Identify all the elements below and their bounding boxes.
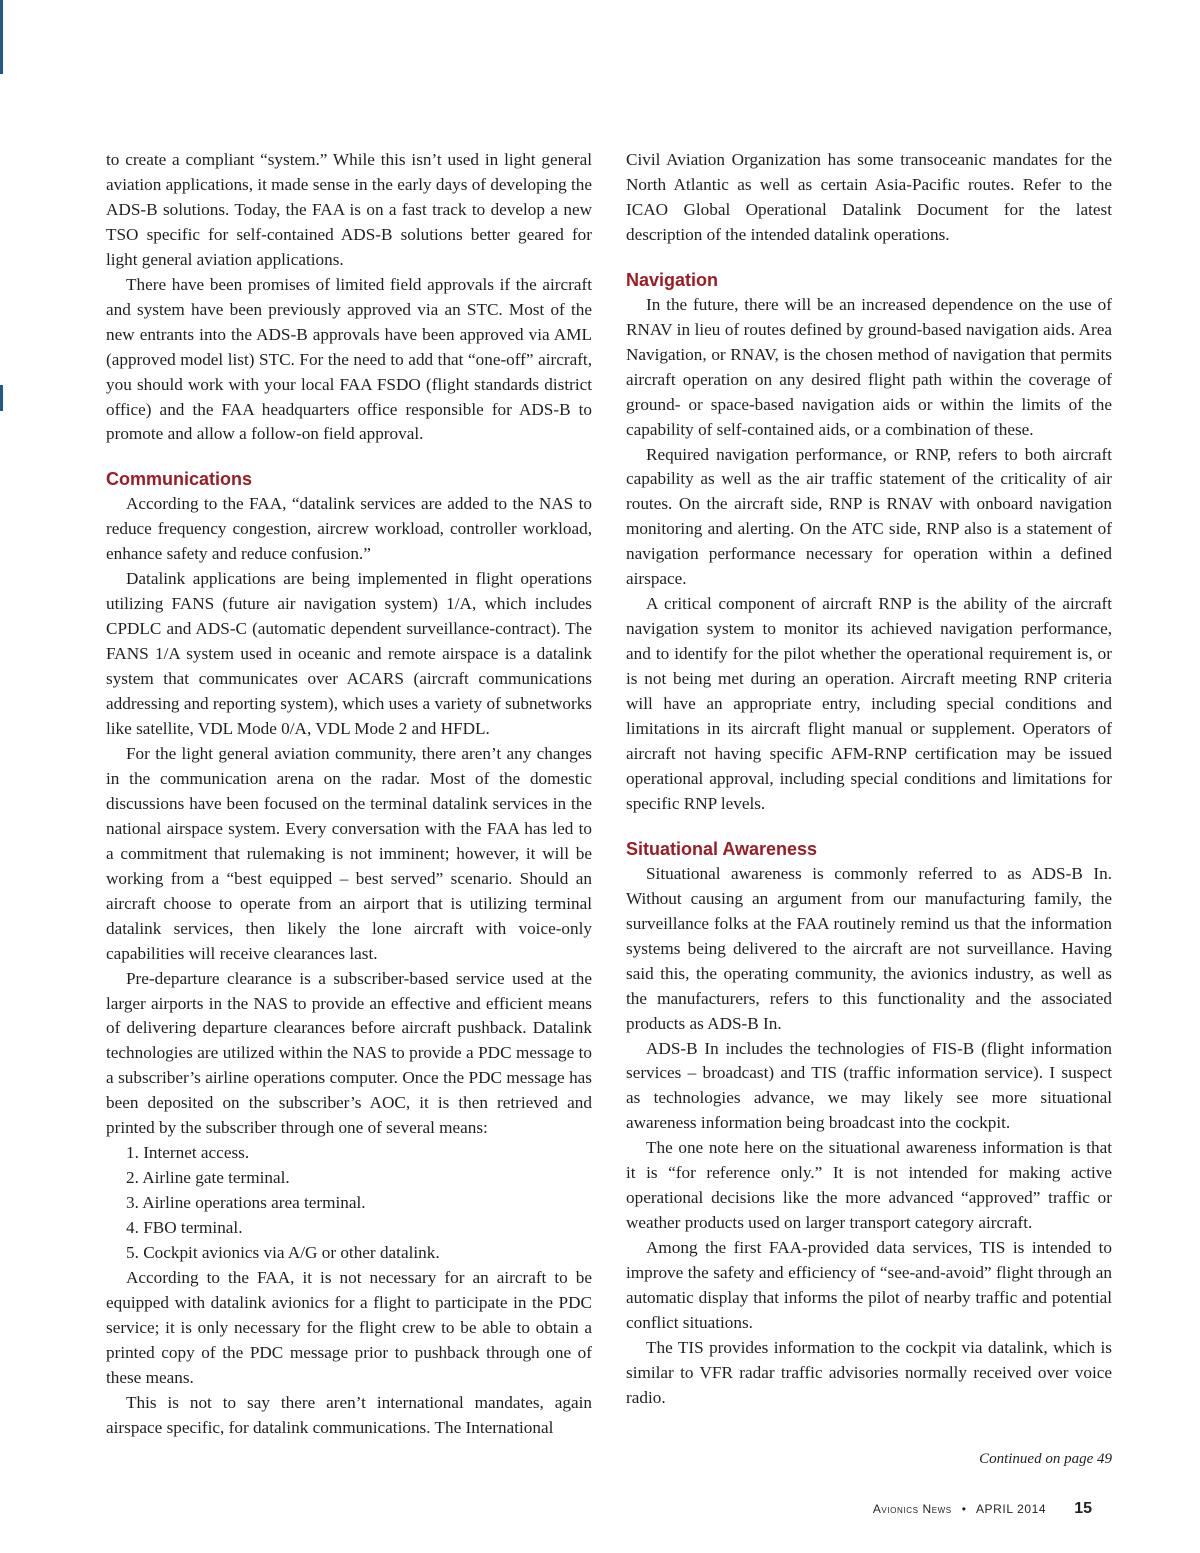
page-number: 15	[1074, 1500, 1092, 1517]
section-heading-navigation: Navigation	[626, 269, 719, 290]
list-item: 5. Cockpit avionics via A/G or other datalink.	[126, 1243, 440, 1263]
page-footer	[873, 1500, 1092, 1518]
middle-edge-mark	[0, 385, 3, 411]
left-column	[106, 148, 592, 1441]
publication-name: Avionics News	[872, 1502, 952, 1516]
paragraph: Civil Aviation Organization has some transoceanic mandates for the North Atlantic as well as certain Asia-Pacific routes. Refer to the ICAO Global Operational Datalink Document for the latest description of the intended datalink operations.	[626, 150, 1112, 244]
paragraph: to create a compliant “system.” While this isn’t used in light general aviation applications, it made sense in the early days of developing the ADS-B solutions. Today, the FAA is on a fast track to develop a new TSO specific for self-contained ADS-B solutions better geared for light general aviation applications.	[106, 150, 592, 269]
paragraph: Pre-departure clearance is a subscriber-based service used at the larger airports in the NAS to provide an effective and efficient means of delivering departure clearances before aircraft pushback. Datalink technologies are utilized within the NAS to provide a PDC message to a subscriber’s airline operations computer. Once the PDC message has been deposited on the subscriber’s AOC, it is then retrieved and printed by the subscriber through one of several means:	[106, 968, 592, 1138]
means-list	[106, 1141, 592, 1266]
paragraph: Among the first FAA-provided data services, TIS is intended to improve the safety and efficiency of “see-and-avoid” flight through an automatic display that informs the pilot of nearby traffic and potential conflict situations.	[626, 1238, 1112, 1332]
paragraph: ADS-B In includes the technologies of FIS-B (flight information services – broadcast) and TIS (traffic information service). I suspect as technologies advance, we may likely see more situational awareness information being broadcast into the cockpit.	[626, 1038, 1112, 1133]
list-item: 1. Internet access.	[126, 1143, 250, 1163]
right-column	[626, 148, 1112, 1411]
paragraph: There have been promises of limited field approvals if the aircraft and system have been previously approved via an STC. Most of the new entrants into the ADS-B approvals have been approved via AML (approved model list) STC. For the need to add that “one-off” aircraft, you should work with your local FAA FSDO (flight standards district office) and the FAA headquarters office responsible for ADS-B to promote and allow a follow-on field approval.	[106, 274, 592, 444]
list-item: 2. Airline gate terminal.	[126, 1168, 290, 1188]
section-heading-situational-awareness: Situational Awareness	[626, 838, 818, 859]
continued-note: Continued on page 49	[979, 1451, 1112, 1467]
footer-separator: •	[961, 1502, 966, 1516]
paragraph: This is not to say there aren’t international mandates, again airspace specific, for datalink communications. The International	[106, 1392, 592, 1437]
list-item: 4. FBO terminal.	[126, 1218, 243, 1238]
section-heading-communications: Communications	[106, 469, 253, 490]
paragraph: In the future, there will be an increased dependence on the use of RNAV in lieu of routes defined by ground-based navigation aids. Area Navigation, or RNAV, is the chosen method of navigation that permits aircraft operation on any desired flight path within the coverage of ground- or space-based navigation aids or within the limits of the capability of self-contained aids, or a combination of these.	[626, 294, 1112, 439]
paragraph: According to the FAA, it is not necessary for an aircraft to be equipped with datalink avionics for a flight to participate in the PDC service; it is only necessary for the flight crew to be able to obtain a printed copy of the PDC message prior to pushback through one of these means.	[106, 1267, 592, 1387]
issue-date: APRIL 2014	[975, 1502, 1047, 1516]
list-item: 3. Airline operations area terminal.	[126, 1193, 366, 1213]
paragraph: Required navigation performance, or RNP, refers to both aircraft capability as well as the air traffic statement of the criticality of air routes. On the aircraft side, RNP is RNAV with onboard navigation monitoring and alerting. On the ATC side, RNP also is a statement of navigation performance necessary for operation within a defined airspace.	[626, 444, 1112, 589]
top-edge-mark	[0, 0, 3, 74]
paragraph: According to the FAA, “datalink services are added to the NAS to reduce frequency congestion, aircrew workload, controller workload, enhance safety and reduce confusion.”	[106, 494, 592, 564]
paragraph: For the light general aviation community, there aren’t any changes in the communication arena on the radar. Most of the domestic discussions have been focused on the terminal datalink services in the national airspace system. Every conversation with the FAA has led to a commitment that rulemaking is not imminent; however, it will be working from a “best equipped – best served” scenario. Should an aircraft choose to operate from an airport that is utilizing terminal datalink services, then likely the lone aircraft with voice-only capabilities will receive clearances last.	[106, 743, 592, 963]
paragraph: Datalink applications are being implemented in flight operations utilizing FANS (future air navigation system) 1/A, which includes CPDLC and ADS-C (automatic dependent surveillance-contract). The FANS 1/A system used in oceanic and remote airspace is a datalink system that communicates over ACARS (aircraft communications addressing and reporting system), which uses a variety of subnetworks like satellite, VDL Mode 0/A, VDL Mode 2 and HFDL.	[106, 569, 592, 739]
paragraph: Situational awareness is commonly referred to as ADS-B In. Without causing an argument from our manufacturing family, the surveillance folks at the FAA routinely remind us that the information systems being delivered to the aircraft are not surveillance. Having said this, the operating community, the avionics industry, as well as the manufacturers, refers to this functionality and the associated products as ADS-B In.	[626, 863, 1112, 1033]
paragraph: A critical component of aircraft RNP is the ability of the aircraft navigation system to monitor its achieved navigation performance, and to identify for the pilot whether the operational requirement is, or is not being met during an operation. Aircraft meeting RNP criteria will have an appropriate entry, including special conditions and limitations in its aircraft flight manual or supplement. Operators of aircraft not having specific AFM-RNP certification may be issued operational approval, including special conditions and limitations for specific RNP levels.	[626, 594, 1112, 813]
paragraph: The TIS provides information to the cockpit via datalink, which is similar to VFR radar traffic advisories normally received over voice radio.	[626, 1337, 1112, 1407]
paragraph: The one note here on the situational awareness information is that it is “for reference only.” It is not intended for making active operational decisions like the more advanced “approved” traffic or weather products used on larger transport category aircraft.	[626, 1138, 1112, 1233]
